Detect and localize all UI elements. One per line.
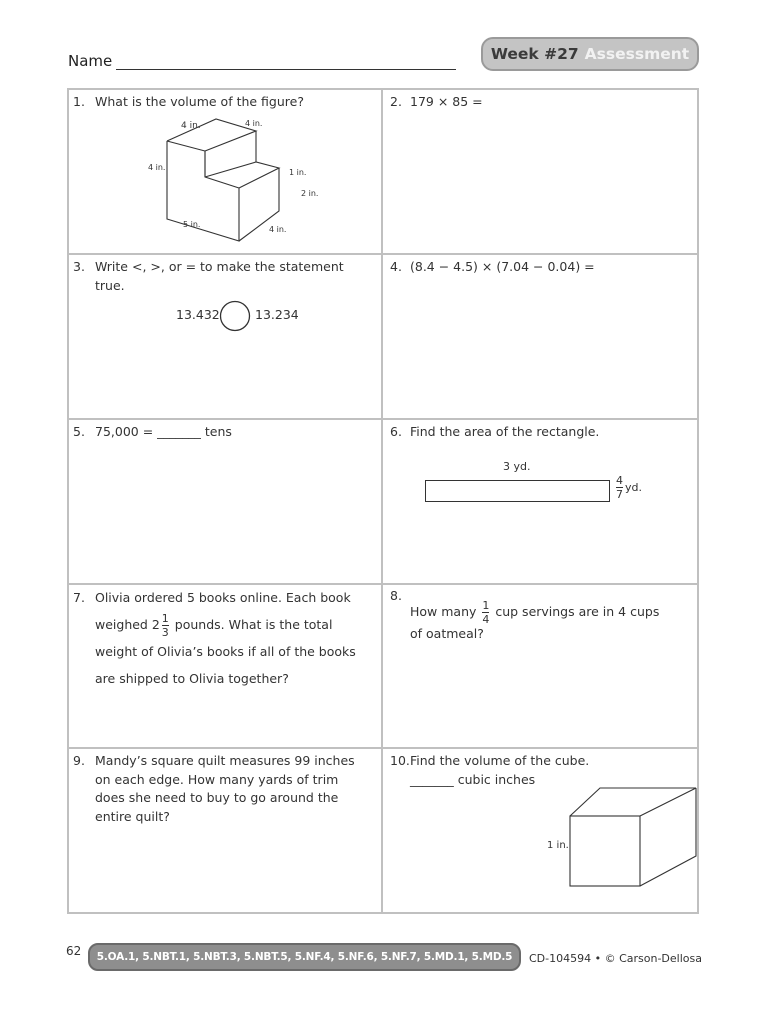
label-top-right: 4 in. xyxy=(245,119,263,128)
grid-divider-row1 xyxy=(67,253,699,255)
problem-number: 6. xyxy=(390,424,402,439)
copyright: CD-104594 • © Carson-Dellosa xyxy=(529,952,702,965)
cube-edge-label: 1 in. xyxy=(547,840,569,851)
text-line: weighed 2 $\frac{1}{3}$ pounds. What is the total xyxy=(95,612,333,639)
problem-number: 8. xyxy=(390,588,402,603)
problem-number: 4. xyxy=(390,259,402,274)
frac-num: 1 xyxy=(161,612,169,625)
problem-text: Mandy’s square quilt measures 99 inches on each edge. How many yards of trim does she need to buy to go around the entire quilt? xyxy=(95,753,355,824)
problem-8 xyxy=(390,588,690,743)
rectangle-length-label: 3 yd. xyxy=(503,460,531,473)
compare-right-value: 13.234 xyxy=(255,307,299,322)
problem-number: 5. xyxy=(73,424,85,439)
problem-9 xyxy=(73,752,373,907)
problem-text xyxy=(95,584,375,692)
frac-num: 4 xyxy=(616,474,623,487)
grid-divider-row2 xyxy=(67,418,699,420)
answer-blank[interactable]: _______ cubic inches xyxy=(410,772,536,787)
label-step: 1 in. xyxy=(289,168,307,177)
problem-3 xyxy=(73,258,373,413)
problem-number: 1. xyxy=(73,94,85,109)
compare-circle[interactable] xyxy=(219,300,253,332)
problem-6 xyxy=(390,423,690,578)
label-bottom-right: 4 in. xyxy=(269,225,287,234)
rectangle-width-label xyxy=(614,475,642,500)
problem-5 xyxy=(73,423,373,578)
frac-den: 3 xyxy=(161,626,169,639)
problem-text: What is the volume of the figure? xyxy=(95,94,304,109)
problem-number: 2. xyxy=(390,94,402,109)
problem-text: 75,000 = _______ tens xyxy=(95,424,232,439)
frac-den: 7 xyxy=(616,488,623,501)
label-bottom-left: 5 in. xyxy=(183,220,201,229)
staircase-figure xyxy=(143,115,333,245)
problem-10 xyxy=(390,752,690,907)
problem-7 xyxy=(73,588,373,743)
text-line: of oatmeal? xyxy=(410,626,484,641)
problem-text: Find the area of the rectangle. xyxy=(410,424,600,439)
problem-text: 179 × 85 = xyxy=(410,94,483,109)
rectangle-shape xyxy=(425,480,610,502)
grid-divider-row4 xyxy=(67,747,699,749)
frac-num: 1 xyxy=(482,599,490,612)
problem-number: 7. xyxy=(73,590,85,605)
problem-2 xyxy=(390,93,690,248)
width-unit: yd. xyxy=(625,481,642,494)
problem-text: Write <, >, or = to make the statement true. xyxy=(95,259,344,293)
problem-4 xyxy=(390,258,690,413)
name-label: Name xyxy=(68,52,113,70)
text-line: How many $\frac{1}{4}$ cup servings are in 4 cups xyxy=(410,599,660,626)
compare-left-value: 13.432 xyxy=(176,307,220,322)
page-number: 62 xyxy=(66,944,82,958)
problem-text: Find the volume of the cube. xyxy=(410,753,590,768)
problem-1 xyxy=(73,93,373,248)
problem-text: (8.4 − 4.5) × (7.04 − 0.04) = xyxy=(410,259,595,274)
text-line: Olivia ordered 5 books online. Each book xyxy=(95,590,351,605)
problem-number: 3. xyxy=(73,259,85,274)
name-field-line[interactable] xyxy=(116,69,456,70)
week-label: Week #27 xyxy=(490,45,579,63)
week-badge xyxy=(481,37,699,71)
label-top-left: 4 in. xyxy=(181,121,201,131)
label-left: 4 in. xyxy=(148,163,166,172)
grid-divider-vertical xyxy=(381,88,383,914)
frac-den: 4 xyxy=(482,613,490,626)
cube-figure xyxy=(566,786,700,890)
standards-badge: 5.OA.1, 5.NBT.1, 5.NBT.3, 5.NBT.5, 5.NF.4, 5.NF.6, 5.NF.7, 5.MD.1, 5.MD.5 xyxy=(88,943,521,971)
text-line: weight of Olivia’s books if all of the books xyxy=(95,644,356,659)
assessment-label: Assessment xyxy=(584,45,690,63)
text-line: are shipped to Olivia together? xyxy=(95,671,289,686)
problem-number: 10. xyxy=(390,753,410,768)
label-right: 2 in. xyxy=(301,189,319,198)
problem-text xyxy=(410,600,690,644)
problem-number: 9. xyxy=(73,753,85,768)
